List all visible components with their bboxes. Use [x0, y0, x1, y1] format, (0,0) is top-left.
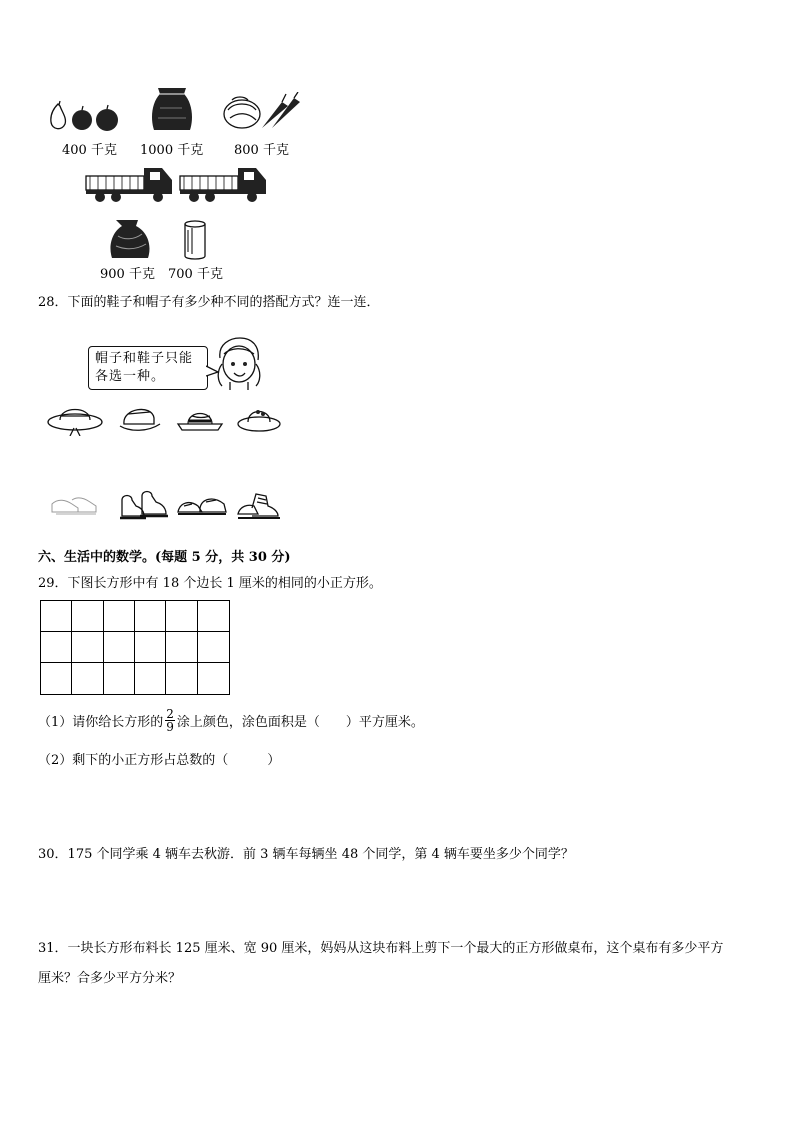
- can-illustration: [182, 220, 208, 260]
- grid-cell: [72, 601, 103, 632]
- grid-cell: [135, 663, 166, 694]
- grid-cell: [72, 663, 103, 694]
- hat-icon-3: [176, 404, 224, 434]
- vegetables-weight-label: 800 千克: [234, 143, 289, 158]
- question-29-part-2: （2）剩下的小正方形占总数的（ ）: [38, 753, 281, 768]
- grid-cell: [198, 601, 229, 632]
- bag-illustration: [108, 218, 154, 260]
- hat-icon-4: [236, 402, 282, 434]
- bubble-line-1: 帽子和鞋子只能: [95, 351, 194, 366]
- grid-cell: [104, 632, 135, 663]
- grid-cell: [135, 632, 166, 663]
- grid-cell: [104, 601, 135, 632]
- truck-illustration-left: [84, 162, 176, 204]
- fruit-weight-label: 400 千克: [62, 143, 117, 158]
- grid-cell: [135, 601, 166, 632]
- grid-cell: [104, 663, 135, 694]
- hat-icon-1: [46, 400, 104, 436]
- question-29-part-1: [38, 708, 424, 733]
- part-1-prefix: （1）请你给长方形的: [38, 715, 164, 730]
- can-weight-label: 700 千克: [168, 267, 223, 282]
- part-1-suffix: 涂上颜色，涂色面积是（ ）平方厘米。: [176, 715, 424, 730]
- pear-apples-illustration: [44, 100, 124, 134]
- rectangle-grid: [40, 600, 230, 695]
- fraction-denominator: 9: [166, 720, 174, 734]
- shoe-icon-4: [236, 488, 282, 522]
- grid-cell: [166, 663, 197, 694]
- grid-cell: [41, 601, 72, 632]
- speech-bubble: [88, 346, 208, 390]
- shoe-icon-3: [176, 490, 228, 520]
- grid-cell: [198, 663, 229, 694]
- fraction: [165, 708, 175, 733]
- grid-cell: [41, 632, 72, 663]
- grid-cell: [72, 632, 103, 663]
- fraction-numerator: 2: [166, 707, 174, 721]
- grid-cell: [166, 632, 197, 663]
- hat-icon-2: [118, 402, 162, 434]
- vegetables-illustration: [220, 92, 302, 132]
- grid-cell: [166, 601, 197, 632]
- bubble-line-2: 各选一种。: [95, 369, 166, 384]
- question-31-line-1: 31．一块长方形布料长 125 厘米、宽 90 厘米，妈妈从这块布料上剪下一个最大的正方形做桌布，这个桌布有多少平方: [38, 941, 724, 956]
- question-30-text: 30．175 个同学乘 4 辆车去秋游．前 3 辆车每辆坐 48 个同学，第 4 辆车要坐多少个同学？: [38, 847, 574, 862]
- question-29-text: 29．下图长方形中有 18 个边长 1 厘米的相同的小正方形。: [38, 576, 382, 591]
- bag-weight-label: 900 千克: [100, 267, 155, 282]
- girl-icon: [214, 336, 264, 392]
- sack-weight-label: 1000 千克: [140, 143, 204, 158]
- shoe-icon-2: [118, 488, 170, 522]
- question-28-text: 28．下面的鞋子和帽子有多少种不同的搭配方式？连一连．: [38, 295, 380, 310]
- grid-cell: [41, 663, 72, 694]
- grain-sack-illustration: [148, 84, 196, 132]
- grid-cell: [198, 632, 229, 663]
- section-6-heading: 六、生活中的数学。(每题 5 分，共 30 分): [38, 550, 291, 565]
- truck-illustration-right: [178, 162, 270, 204]
- question-31-line-2: 厘米？合多少平方分米？: [38, 971, 182, 986]
- shoe-icon-1: [48, 490, 100, 520]
